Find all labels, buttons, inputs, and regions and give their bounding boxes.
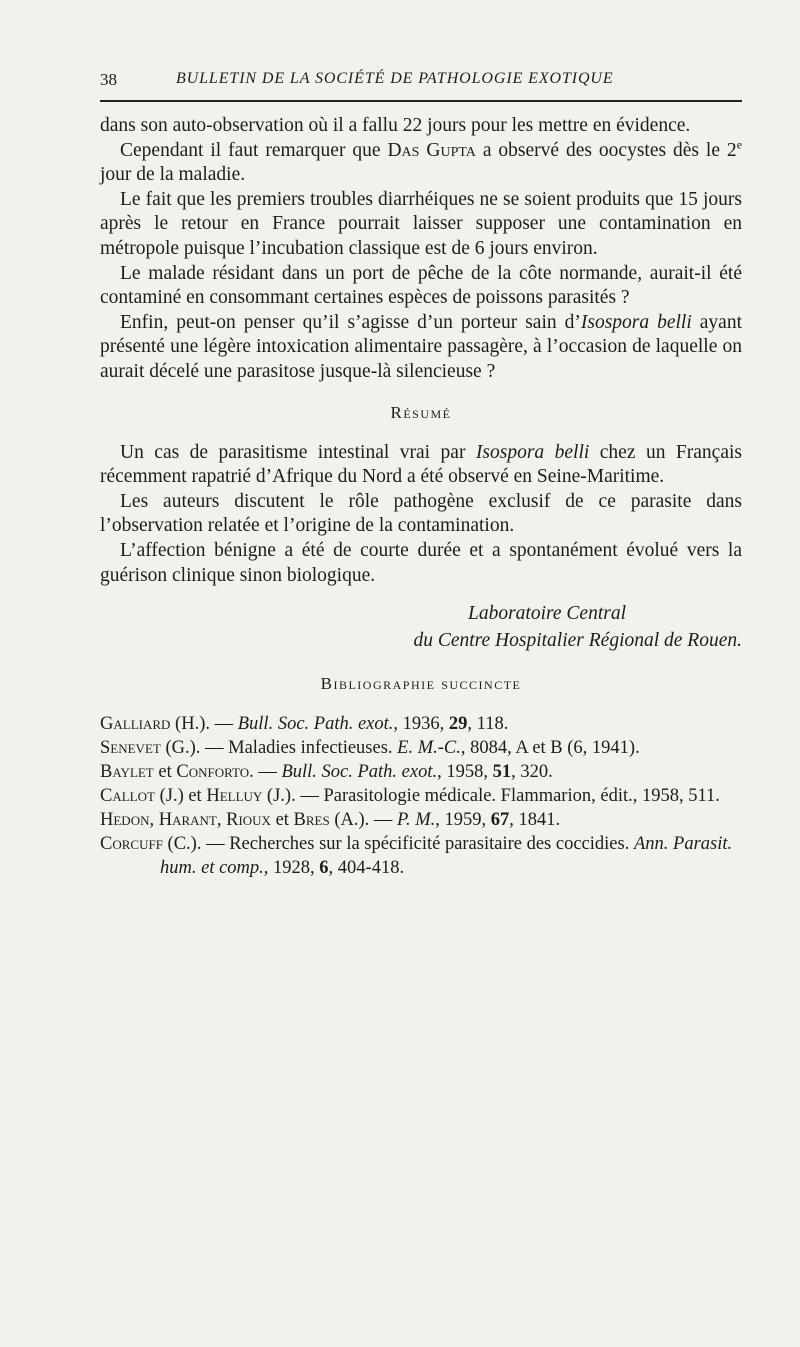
resume-heading: Résumé (390, 402, 452, 422)
paragraph-2-text: Cependant il faut remarquer que (120, 139, 388, 161)
bibliography-list (100, 712, 742, 880)
entry-conjunction: (J.) et (154, 786, 207, 807)
running-header (100, 66, 742, 102)
paragraph-2 (100, 139, 742, 188)
entry-volume: 6 (319, 858, 329, 879)
paragraph-5-text: Enfin, peut-on penser qu’il s’agisse d’un porteur sain d’ (120, 311, 581, 333)
signature-line-1: Laboratoire Central (468, 603, 626, 625)
entry-conjunction: et (270, 810, 294, 831)
entry-journal: Bull. Soc. Path. exot. (281, 762, 438, 783)
entry-pages: , 404-418. (328, 858, 405, 879)
bibliography-heading: Bibliographie succincte (320, 674, 522, 694)
entry-text: . — (249, 762, 282, 783)
article-body (100, 114, 742, 880)
entry-authors: Corcuff (100, 834, 163, 855)
entry-text: (C.). — Recherches sur la spécificité parasitaire des coccidies. (162, 834, 634, 855)
entry-journal: Ann. Parasit. hum. et comp. (160, 834, 733, 879)
entry-journal: E. M.-C. (397, 738, 461, 759)
resume-paragraph-3: L’affection bénigne a été de courte durée et a spontanément évolué vers la guérison clinique sinon biologique. (100, 539, 742, 586)
journal-title: BULLETIN DE LA SOCIÉTÉ DE PATHOLOGIE EXOTIQUE (176, 70, 614, 87)
entry-authors-2: Helluy (206, 786, 263, 807)
paragraph-2-text-end: jour de la maladie. (100, 164, 246, 186)
bibliography-entry (100, 808, 742, 832)
entry-conjunction: et (153, 762, 177, 783)
bibliography-entry (100, 760, 742, 784)
entry-authors: Callot (100, 786, 155, 807)
entry-year: , 1958, (437, 762, 493, 783)
species-name: Isospora belli (580, 311, 692, 333)
species-name: Isospora belli (475, 441, 590, 463)
paragraph-3: Le fait que les premiers troubles diarrhéiques ne se soient produits que 15 jours après le retour en France pourrait laisser supposer une contamination en métropole puisque l’incubation classique est de 6 jours environ. (100, 188, 742, 259)
resume-paragraph-1 (100, 441, 742, 490)
entry-authors-2: Bres (293, 810, 330, 831)
entry-authors: Senevet (100, 738, 161, 759)
entry-year: , 1928, (263, 858, 320, 879)
entry-volume: 67 (490, 810, 510, 831)
entry-text: (H.). — (170, 714, 238, 735)
superscript-e: e (736, 137, 743, 152)
page-number: 38 (100, 70, 117, 89)
bibliography-entry (100, 784, 742, 808)
paragraph-5 (100, 311, 742, 385)
bibliography-entry (100, 832, 742, 880)
paragraph-4: Le malade résidant dans un port de pêche de la côte normande, aurait-il été contaminé en consommant certaines espèces de poissons parasités ? (100, 262, 742, 309)
entry-pages: , 320. (511, 762, 553, 783)
entry-authors: Baylet (100, 762, 154, 783)
paragraph-1: dans son auto-observation où il a fallu 22 jours pour les mettre en évidence. (100, 115, 691, 136)
entry-pages: , 1841. (509, 810, 561, 831)
entry-authors-2: Conforto (176, 762, 250, 783)
entry-journal: P. M. (397, 810, 436, 831)
entry-journal: Bull. Soc. Path. exot. (237, 714, 394, 735)
entry-volume: 51 (492, 762, 512, 783)
signature-line-2: du Centre Hospitalier Régional de Rouen. (413, 630, 742, 652)
entry-year: , 8084, A et B (6, 1941). (460, 738, 640, 759)
resume-p1-text-end: chez un Français récemment rapatrié d’Afrique du Nord a été observé en Seine-Maritime. (100, 441, 742, 488)
author-name-das-gupta: Das Gupta (387, 139, 476, 161)
paragraph-5-text-end: ayant présenté une légère intoxication alimentaire passagère, à l’occasion de laquelle on aurait décelé une parasitose jusque-là silencieuse ? (100, 311, 742, 382)
entry-year: , 1959, (435, 810, 491, 831)
bibliography-entry (100, 736, 742, 760)
entry-pages: , 118. (467, 714, 509, 735)
entry-authors: Hedon, Harant, Rioux (100, 810, 271, 831)
paragraph-2-text-cont: a observé des oocystes dès le 2 (475, 139, 737, 161)
entry-text: (A.). — (329, 810, 398, 831)
signature-block (100, 600, 742, 654)
resume-paragraph-2: Les auteurs discutent le rôle pathogène exclusif de ce parasite dans l’observation relatée et l’origine de la contamination. (100, 490, 742, 537)
resume-p1-text: Un cas de parasitisme intestinal vrai par (120, 441, 476, 463)
entry-volume: 29 (448, 714, 468, 735)
entry-text: (G.). — Maladies infectieuses. (160, 738, 398, 759)
bibliography-entry (100, 712, 742, 736)
entry-authors: Galliard (100, 714, 171, 735)
entry-year: , 1936, (393, 714, 449, 735)
entry-text: (J.). — Parasitologie médicale. Flammarion, édit., 1958, 511. (262, 786, 720, 807)
